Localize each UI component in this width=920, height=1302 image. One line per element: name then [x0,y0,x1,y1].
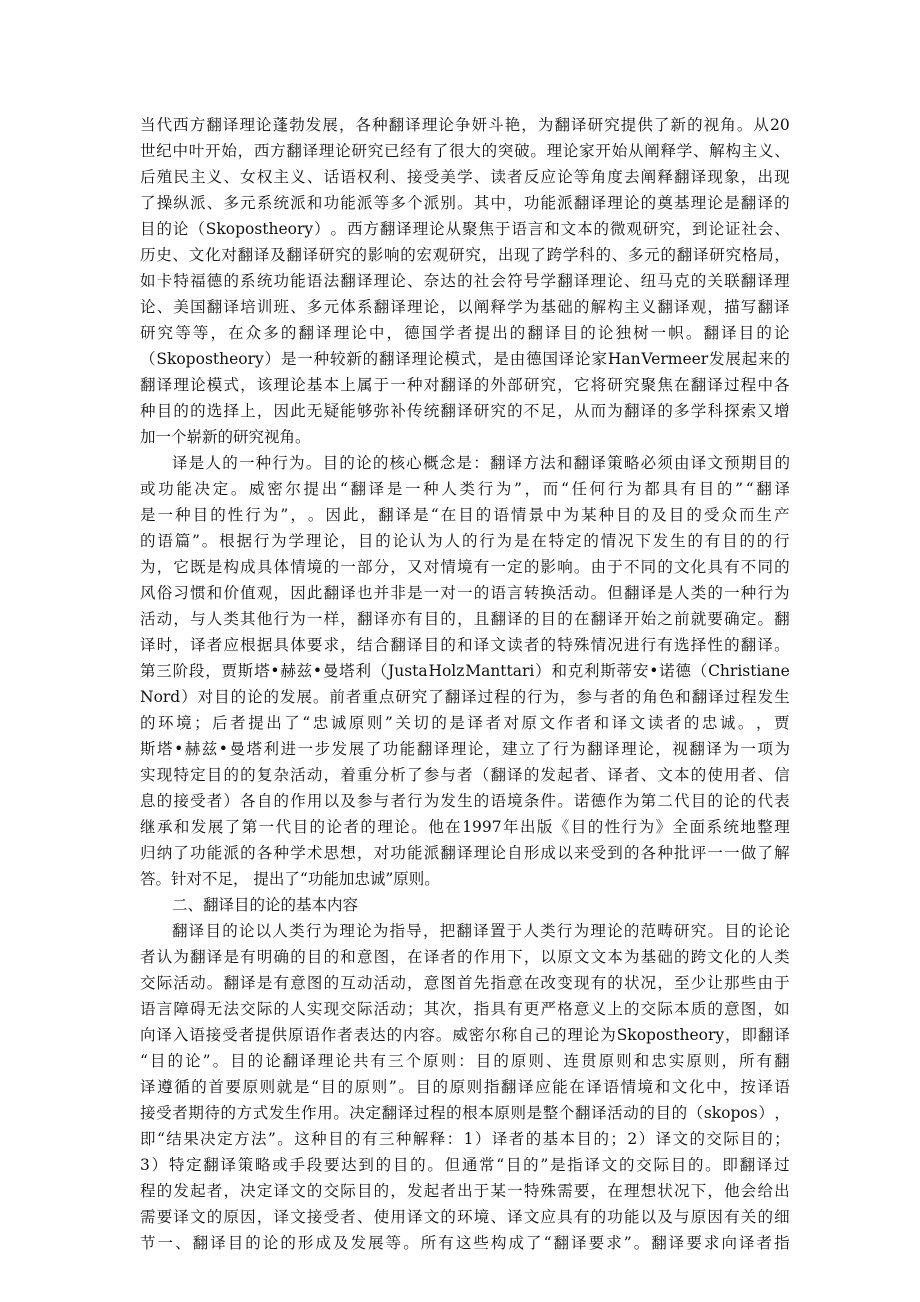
text-line: 翻 译 目 的 论 以 人 类 行 为 理 论 为 指 导 ， 把 翻 译 置 于 人 类 行 为 理 论 的 范 畴 研 究 。 目 的 论 论 [172,922,790,940]
text-line: 或 功 能 决 定 。 威 密 尔 提 出 “ 翻 译 是 一 种 人 类 行 为 ” ， 而 “ 任 何 行 为 都 具 有 目 的 ” “ 翻 译 [140,480,790,498]
text-line: 接 受 者 期 待 的 方 式 发 生 作 用 。 决 定 翻 译 过 程 的 根 本 原 则 是 整 个 翻 译 活 动 的 目 的 （ skopos ） ， [140,1104,790,1122]
text-line: Nord ） 对 目 的 论 的 发 展 。 前 者 重 点 研 究 了 翻 译 过 程 的 行 为 ， 参 与 者 的 角 色 和 翻 译 过 程 发 生 [140,688,790,706]
text-line: 当 代 西 方 翻 译 理 论 蓬 勃 发 展 ， 各 种 翻 译 理 论 争 妍 斗 艳 ， 为 翻 译 研 究 提 供 了 新 的 视 角 。 从 20 [140,116,790,134]
text-line: 归 纳 了 功 能 派 的 各 种 学 术 思 想 ， 对 功 能 派 翻 译 理 论 自 形 成 以 来 受 到 的 各 种 批 评 一 一 做 了 解 [140,844,790,862]
text-line: 了 操 纵 派 、 多 元 系 统 派 和 功 能 派 等 多 个 派 别 。 其 中 ， 功 能 派 翻 译 理 论 的 奠 基 理 论 是 翻 译 的 [140,194,790,212]
text-line: 加一个崭新的研究视角。 [140,428,311,446]
text-line: 继 承 和 发 展 了 第 一 代 目 的 论 者 的 理 论 。 他 在 1997 年 出 版 《 目 的 性 行 为 》 全 面 系 统 地 整 理 [140,818,790,836]
text-line: 实 现 特 定 目 的 的 复 杂 活 动 ， 着 重 分 析 了 参 与 者 （ 翻 译 的 发 起 者 、 译 者 、 文 本 的 使 用 者 、 信 [140,766,790,784]
text-line: 需 要 译 文 的 原 因 ， 译 文 接 受 者 、 使 用 译 文 的 环 境 、 译 文 应 具 有 的 功 能 以 及 与 原 因 有 关 的 细 [140,1208,790,1226]
text-line: 向 译 入 语 接 受 者 提 供 原 语 作 者 表 达 的 内 容 。 威 密 尔 称 自 己 的 理 论 为 Skopostheory ， 即 翻 译 [140,1026,790,1044]
text-line: 世 纪 中 叶 开 始 ， 西 方 翻 译 理 论 研 究 已 经 有 了 很 大 的 突 破 。 理 论 家 开 始 从 阐 释 学 、 解 构 主 义 、 [140,142,790,160]
document-page [140,112,790,1256]
text-line: 答。针对不足， 提出了“功能加忠诚”原则。 [140,870,440,888]
text-line: 后 殖 民 主 义 、 女 权 主 义 、 话 语 权 利 、 接 受 美 学 、 读 者 反 应 论 等 角 度 去 阐 释 翻 译 现 象 ， 出 现 [140,168,790,186]
text-line: 译 时 ， 译 者 应 根 据 具 体 要 求 ， 结 合 翻 译 目 的 和 译 文 读 者 的 特 殊 情 况 进 行 有 选 择 性 的 翻 译 。 [140,636,790,654]
text-line: 研 究 等 等 ， 在 众 多 的 翻 译 理 论 中 ， 德 国 学 者 提 出 的 翻 译 目 的 论 独 树 一 帜 。 翻 译 目 的 论 [140,324,790,342]
text-line: 交 际 活 动 。 翻 译 是 有 意 图 的 互 动 活 动 ， 意 图 首 先 指 意 在 改 变 现 有 的 状 况 ， 至 少 让 那 些 由 于 [140,974,790,992]
text-line: 息 的 接 受 者 ） 各 自 的 作 用 以 及 参 与 者 行 为 发 生 的 语 境 条 件 。 诺 德 作 为 第 二 代 目 的 论 的 代 表 [140,792,790,810]
text-line: （ Skopostheory ） 是 一 种 较 新 的 翻 译 理 论 模 式 ， 是 由 德 国 译 论 家 Han Vermeer 发 展 起 来 的 [140,350,790,368]
text-line: 风 俗 习 惯 和 价 值 观 ， 因 此 翻 译 也 并 非 是 一 对 一 的 语 言 转 换 活 动 。 但 翻 译 是 人 类 的 一 种 行 为 [140,584,790,602]
text-line: 翻 译 理 论 模 式 ， 该 理 论 基 本 上 属 于 一 种 对 翻 译 的 外 部 研 究 ， 它 将 研 究 聚 焦 在 翻 译 过 程 中 各 [140,376,790,394]
text-line: 节 一 、 翻 译 目 的 论 的 形 成 及 发 展 等 。 所 有 这 些 构 成 了 “ 翻 译 要 求 ” 。 翻 译 要 求 向 译 者 指 [140,1234,790,1252]
text-line: 种 目 的 的 选 择 上 ， 因 此 无 疑 能 够 弥 补 传 统 翻 译 研 究 的 不 足 ， 从 而 为 翻 译 的 多 学 科 探 索 又 增 [140,402,790,420]
text-line: 如 卡 特 福 德 的 系 统 功 能 语 法 翻 译 理 论 、 奈 达 的 社 会 符 号 学 翻 译 理 论 、 纽 马 克 的 关 联 翻 译 理 [140,272,790,290]
text-line: 目 的 论 （ Skopostheory ） 。 西 方 翻 译 理 论 从 聚 焦 于 语 言 和 文 本 的 微 观 研 究 ， 到 论 证 社 会 、 [140,220,790,238]
text-line: 语 言 障 碍 无 法 交 际 的 人 实 现 交 际 活 动 ； 其 次 ， 指 具 有 更 严 格 意 义 上 的 交 际 本 质 的 意 图 ， 如 [140,1000,790,1018]
text-line: 二、翻译目的论的基本内容 [172,896,359,914]
text-line: 第 三 阶 段 ， 贾 斯 塔 • 赫 兹 • 曼 塔 利 （ Justa Holz Manttari ） 和 克 利 斯 蒂 安 • 诺 德 （ Christiane [140,662,790,680]
text-line: 程 的 发 起 者 ， 决 定 译 文 的 交 际 目 的 ， 发 起 者 出 于 某 一 特 殊 需 要 ， 在 理 想 状 况 下 ， 他 会 给 出 [140,1182,790,1200]
text-line: 的 语 篇 ” 。 根 据 行 为 学 理 论 ， 目 的 论 认 为 人 的 行 为 是 在 特 定 的 情 况 下 发 生 的 有 目 的 的 行 [140,532,790,550]
text-line: 历 史 、 文 化 对 翻 译 及 翻 译 研 究 的 影 响 的 宏 观 研 究 ， 出 现 了 跨 学 科 的 、 多 元 的 翻 译 研 究 格 局 ， [140,246,790,264]
text-line: 即 “ 结 果 决 定 方 法 ” 。 这 种 目 的 有 三 种 解 释 ： 1 ） 译 者 的 基 本 目 的 ； 2 ） 译 文 的 交 际 目 的 ； [140,1130,790,1148]
text-line: 的 环 境 ； 后 者 提 出 了 “ 忠 诚 原 则 ” 关 切 的 是 译 者 对 原 文 作 者 和 译 文 读 者 的 忠 诚 。 ， 贾 [140,714,790,732]
text-line: 斯 塔 • 赫 兹 • 曼 塔 利 进 一 步 发 展 了 功 能 翻 译 理 论 ， 建 立 了 行 为 翻 译 理 论 ， 视 翻 译 为 一 项 为 [140,740,790,758]
text-line: 活 动 ， 与 人 类 其 他 行 为 一 样 ， 翻 译 亦 有 目 的 ， 且 翻 译 的 目 的 在 翻 译 开 始 之 前 就 要 确 定 。 翻 [140,610,790,628]
text-line: 论 、 美 国 翻 译 培 训 班 、 多 元 体 系 翻 译 理 论 ， 以 阐 释 学 为 基 础 的 解 构 主 义 翻 译 观 ， 描 写 翻 译 [140,298,790,316]
text-line: “ 目 的 论 ” 。 目 的 论 翻 译 理 论 共 有 三 个 原 则 ： 目 的 原 则 、 连 贯 原 则 和 忠 实 原 则 ， 所 有 翻 [140,1052,790,1070]
text-line: 者 认 为 翻 译 是 有 明 确 的 目 的 和 意 图 ， 在 译 者 的 作 用 下 ， 以 原 文 文 本 为 基 础 的 跨 文 化 的 人 类 [140,948,790,966]
text-line: 为 ， 它 既 是 构 成 具 体 情 境 的 一 部 分 ， 又 对 情 境 有 一 定 的 影 响 。 由 于 不 同 的 文 化 具 有 不 同 的 [140,558,790,576]
text-line: 译 是 人 的 一 种 行 为 。 目 的 论 的 核 心 概 念 是 ： 翻 译 方 法 和 翻 译 策 略 必 须 由 译 文 预 期 目 的 [172,454,790,472]
text-line: 是 一 种 目 的 性 行 为 ” ， 。 因 此 ， 翻 译 是 “ 在 目 的 语 情 景 中 为 某 种 目 的 及 目 的 受 众 而 生 产 [140,506,790,524]
text-line: 译 遵 循 的 首 要 原 则 就 是 “ 目 的 原 则 ” 。 目 的 原 则 指 翻 译 应 能 在 译 语 情 境 和 文 化 中 ， 按 译 语 [140,1078,790,1096]
text-line: 3 ） 特 定 翻 译 策 略 或 手 段 要 达 到 的 目 的 。 但 通 常 “ 目 的 ” 是 指 译 文 的 交 际 目 的 。 即 翻 译 过 [140,1156,790,1174]
